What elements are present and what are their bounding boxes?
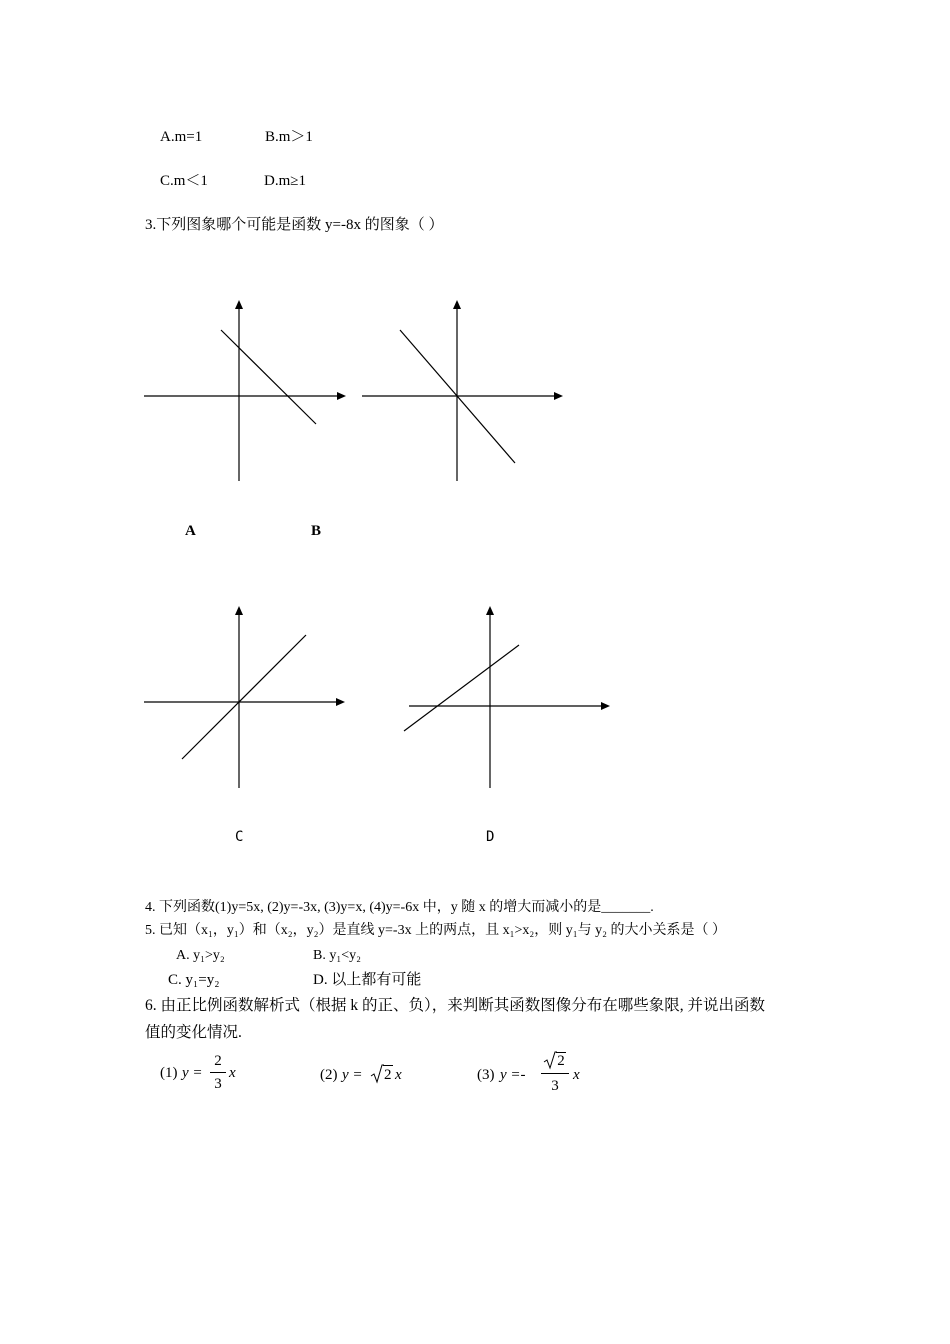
- formula-1-number: (1): [160, 1065, 178, 1081]
- formula-3-fraction-bar: [541, 1073, 569, 1074]
- graph-b-label: B: [311, 523, 322, 539]
- q3-question: 3.下列图象哪个可能是函数 y=-8x 的图象（ ）: [145, 217, 444, 233]
- formula-2-lhs: y =: [342, 1067, 363, 1083]
- formula-1-fraction-bar: [210, 1072, 226, 1073]
- formula-3-number: (3): [477, 1067, 495, 1083]
- formula-2-number: (2): [320, 1067, 338, 1083]
- q5-option-c: C. y₁=y₂: [168, 972, 220, 988]
- formula-1-lhs: y =: [182, 1065, 203, 1081]
- q6-question-line2: 值的变化情况.: [145, 1024, 242, 1041]
- q4-question: 4. 下列函数(1)y=5x, (2)y=-3x, (3)y=x, (4)y=-6x 中，y 随 x 的增大而减小的是_______.: [145, 900, 654, 915]
- graph-a: [140, 295, 352, 485]
- formula-1-denominator: 3: [214, 1076, 222, 1092]
- q2-option-c: C.m＜1: [160, 173, 208, 189]
- graph-d-label: D: [486, 829, 495, 845]
- q2-option-a: A.m=1: [160, 129, 203, 145]
- formula-3-lhs: y =-: [500, 1067, 526, 1083]
- graph-c: [140, 600, 352, 792]
- q5-option-b: B. y₁<y₂: [313, 948, 361, 963]
- formula-1-x: x: [229, 1065, 236, 1081]
- graph-d: [400, 600, 615, 792]
- graph-b: [358, 295, 570, 485]
- formula-3-denominator: 3: [551, 1078, 559, 1094]
- formula-2-x: x: [395, 1067, 402, 1083]
- formula-3-x: x: [573, 1067, 580, 1083]
- graph-c-label: C: [235, 829, 244, 845]
- q5-option-d: D. 以上都有可能: [313, 972, 422, 988]
- q5-question: 5. 已知（x₁，y₁）和（x₂，y₂）是直线 y=-3x 上的两点，且 x₁>x₂，则 y₁与 y₂ 的大小关系是（ ）: [145, 923, 726, 938]
- q2-option-b: B.m＞1: [265, 129, 313, 145]
- formula-1-numerator: 2: [214, 1053, 222, 1069]
- q2-option-d: D.m≥1: [264, 173, 306, 189]
- q5-option-a: A. y₁>y₂: [176, 948, 225, 963]
- formula-2-sqrt-icon: [370, 1063, 384, 1085]
- q6-question-line1: 6. 由正比例函数解析式（根据 k 的正、负），来判断其函数图像分布在哪些象限, 并说出函数: [145, 997, 766, 1014]
- graph-a-label: A: [185, 523, 196, 539]
- formula-2-radicand: 2: [384, 1067, 392, 1083]
- formula-3-radicand: 2: [557, 1053, 565, 1069]
